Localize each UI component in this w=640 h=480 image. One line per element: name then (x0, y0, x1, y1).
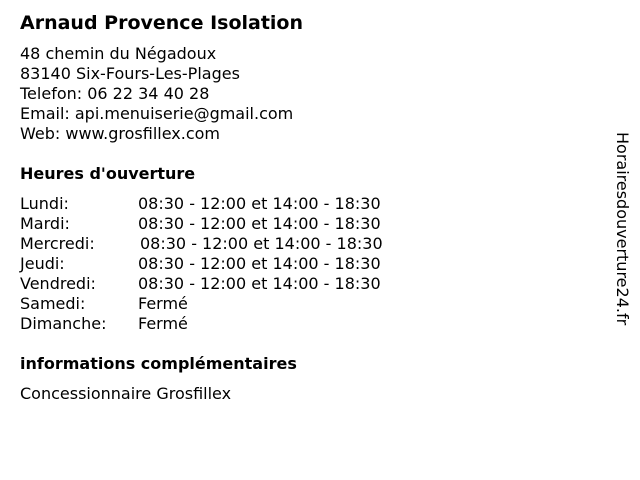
hours-row (20, 274, 383, 294)
hours-row (20, 234, 383, 254)
hours-heading: Heures d'ouverture (20, 164, 196, 183)
address-line-city: 83140 Six-Fours-Les-Plages (20, 64, 240, 83)
time-value: Fermé (138, 314, 188, 333)
day-label: Vendredi: (20, 274, 96, 293)
time-value: 08:30 - 12:00 et 14:00 - 18:30 (138, 194, 381, 213)
hours-row (20, 294, 383, 314)
side-brand-text: Horairesdouverture24.fr (613, 132, 632, 326)
time-value: 08:30 - 12:00 et 14:00 - 18:30 (138, 214, 381, 233)
day-label: Dimanche: (20, 314, 107, 333)
address-line-street: 48 chemin du Négadoux (20, 44, 217, 63)
day-label: Mardi: (20, 214, 70, 233)
day-label: Lundi: (20, 194, 69, 213)
hours-row (20, 194, 383, 214)
phone-text: Telefon: 06 22 34 40 28 (20, 84, 210, 103)
info-heading: informations complémentaires (20, 354, 297, 373)
day-label: Samedi: (20, 294, 86, 313)
opening-hours-table (20, 194, 383, 334)
hours-row (20, 214, 383, 234)
time-value: 08:30 - 12:00 et 14:00 - 18:30 (140, 234, 383, 253)
business-name: Arnaud Provence Isolation (20, 12, 304, 34)
email-text: Email: api.menuiserie@gmail.com (20, 104, 294, 123)
hours-row (20, 254, 383, 274)
contact-block (20, 44, 293, 144)
day-label: Jeudi: (20, 254, 65, 273)
time-value: Fermé (138, 294, 188, 313)
hours-row (20, 314, 383, 334)
info-text: Concessionnaire Grosfillex (20, 384, 232, 403)
time-value: 08:30 - 12:00 et 14:00 - 18:30 (138, 274, 381, 293)
day-label: Mercredi: (20, 234, 95, 253)
website-text: Web: www.grosfillex.com (20, 124, 220, 143)
time-value: 08:30 - 12:00 et 14:00 - 18:30 (138, 254, 381, 273)
